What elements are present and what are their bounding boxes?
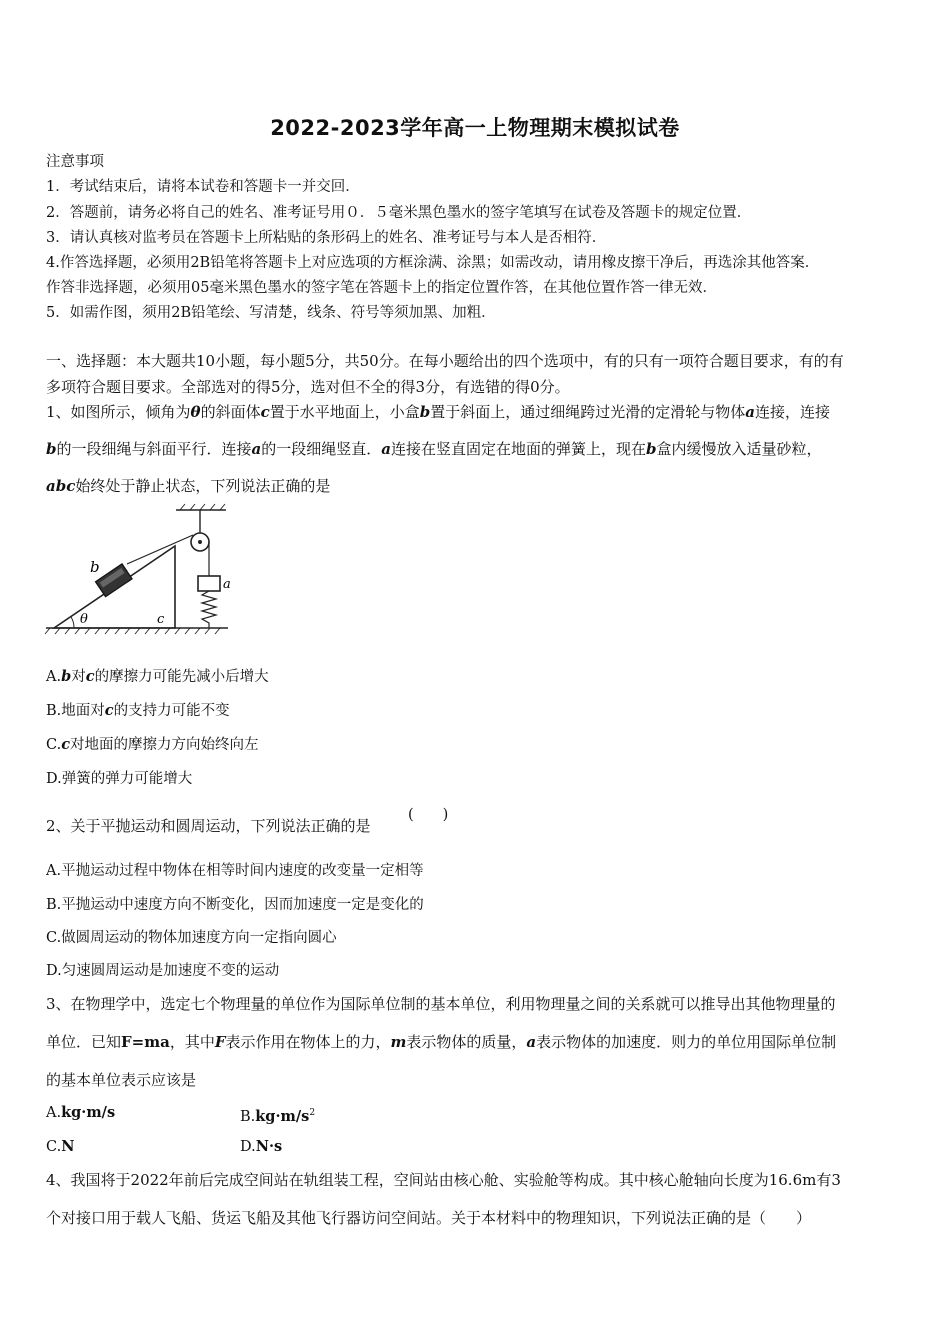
q4-stem-line-2: 个对接口用于载人飞船、货运飞船及其他飞行器访问空间站。关于本材料中的物理知识，下列说法正确的是（ ） xyxy=(46,1209,812,1227)
q1-option-d[interactable] xyxy=(46,769,192,789)
text: 的一段细绳竖直． xyxy=(261,440,382,458)
q2-answer-paren: ( ) xyxy=(408,807,449,823)
option-value: N xyxy=(61,1138,75,1155)
exam-title: 2022-2023学年高一上物理期末模拟试卷 xyxy=(270,116,680,140)
q2-option-c[interactable]: C.做圆周运动的物体加速度方向一定指向圆心 xyxy=(46,930,337,946)
text: 对地面的摩擦力方向始终向左 xyxy=(70,737,259,753)
q2-stem: 2、关于平抛运动和圆周运动，下列说法正确的是 xyxy=(46,817,371,835)
q3-stem-line-2 xyxy=(46,1032,836,1052)
superscript: 2 xyxy=(309,1108,316,1118)
symbol-c: c xyxy=(104,702,114,719)
option-key: A. xyxy=(46,1105,62,1121)
text: 表示物体的质量， xyxy=(406,1033,527,1051)
text: 的支持力可能不变 xyxy=(113,703,230,719)
notice-heading: 注意事项 xyxy=(46,154,104,170)
symbol-c: c xyxy=(85,668,95,685)
symbol-theta: θ xyxy=(190,403,201,421)
q1-option-b[interactable] xyxy=(46,701,230,721)
q3-option-c[interactable] xyxy=(46,1137,74,1157)
symbol-F: F xyxy=(214,1033,226,1051)
text: 置于水平地面上，小盒 xyxy=(269,403,420,421)
q1-stem-line-2 xyxy=(46,439,822,459)
text: 连接，连接 xyxy=(754,403,830,421)
text: 地面对 xyxy=(61,703,105,719)
q3-option-a[interactable] xyxy=(46,1103,115,1123)
pulley-axle xyxy=(198,540,202,544)
text: 表示作用在物体上的力， xyxy=(225,1033,391,1051)
q2-option-d[interactable]: D.匀速圆周运动是加速度不变的运动 xyxy=(46,963,280,979)
box-b xyxy=(95,564,132,597)
symbol-a: a xyxy=(526,1033,537,1051)
option-key: B. xyxy=(240,1108,256,1125)
q3-stem-line-1: 3、在物理学中，选定七个物理量的单位作为国际单位制的基本单位，利用物理量之间的关系就可以推导出其他物理量的 xyxy=(46,995,836,1013)
text: 的斜面体 xyxy=(200,403,261,421)
q3-option-b[interactable] xyxy=(240,1103,315,1127)
symbol-m: m xyxy=(390,1033,407,1051)
ceiling-hatch xyxy=(180,504,225,510)
ground-hatch xyxy=(45,628,220,634)
q1-option-c[interactable] xyxy=(46,735,259,755)
symbol-b: b xyxy=(61,668,72,685)
section-heading-line-2: 多项符合题目要求。全部选对的得5分，选对但不全的得3分，有选错的得0分。 xyxy=(46,378,570,396)
symbol-b: b xyxy=(646,440,657,458)
symbol-c: c xyxy=(260,403,270,421)
option-key: C. xyxy=(46,1139,62,1155)
text: 盒内缓慢放入适量砂粒， xyxy=(656,440,822,458)
q4-stem-line-1: 4、我国将于2022年前后完成空间站在轨组装工程，空间站由核心舱、实验舱等构成。其中核心舱轴向长度为16.6m有3 xyxy=(46,1171,841,1189)
notice-item-3: 3．请认真核对监考员在答题卡上所粘贴的条形码上的姓名、准考证号与本人是否相符． xyxy=(46,230,607,246)
label-theta: θ xyxy=(80,612,88,627)
notice-item-4: 4.作答选择题，必须用2B铅笔将答题卡上对应选项的方框涂满、涂黑；如需改动，请用橡皮擦干净后，再选涂其他答案． xyxy=(46,255,820,271)
option-key: A. xyxy=(46,669,62,685)
notice-item-6: 5．如需作图，须用2B铅笔绘、写清楚，线条、符号等须加黑、加粗． xyxy=(46,305,496,321)
text: 单位．已知 xyxy=(46,1033,122,1051)
q1-option-a[interactable] xyxy=(46,667,269,687)
symbol-c: c xyxy=(61,736,71,753)
text: 表示物体的加速度．则力的单位用国际单位制 xyxy=(536,1033,837,1051)
rope-incline xyxy=(127,535,193,564)
text: 对 xyxy=(71,669,86,685)
text: 的一段细绳与斜面平行．连接 xyxy=(56,440,252,458)
symbol-b: b xyxy=(419,403,431,421)
q3-stem-line-3: 的基本单位表示应该是 xyxy=(46,1071,197,1089)
text: 的摩擦力可能先减小后增大 xyxy=(94,669,269,685)
symbol-abc: abc xyxy=(46,477,76,495)
q2-option-a[interactable]: A.平抛运动过程中物体在相等时间内速度的改变量一定相等 xyxy=(46,863,424,879)
incline-pulley-diagram xyxy=(40,502,240,640)
text: 始终处于静止状态，下列说法正确的是 xyxy=(75,477,331,495)
label-c: c xyxy=(157,612,165,627)
notice-item-1: 1．考试结束后，请将本试卷和答题卡一并交回． xyxy=(46,179,360,195)
notice-item-5: 作答非选择题，必须用05毫米黑色墨水的签字笔在答题卡上的指定位置作答，在其他位置作答一律无效． xyxy=(46,280,717,296)
q3-option-d[interactable] xyxy=(240,1137,282,1157)
spring xyxy=(202,591,216,628)
option-key: D. xyxy=(240,1139,256,1155)
label-b: b xyxy=(90,558,100,576)
option-value: kg·m/s xyxy=(255,1107,310,1125)
section-heading-line-1: 一、选择题：本大题共10小题，每小题5分，共50分。在每小题给出的四个选项中，有的只有一项符合题目要求，有的有 xyxy=(46,352,844,370)
text: ，其中 xyxy=(169,1033,215,1051)
text: 1、如图所示，倾角为 xyxy=(46,403,191,421)
text: 弹簧的弹力可能增大 xyxy=(61,771,193,787)
symbol-b: b xyxy=(46,440,57,458)
symbol-a: a xyxy=(251,440,262,458)
text: 置于斜面上，通过细绳跨过光滑的定滑轮与物体 xyxy=(430,403,746,421)
q1-stem-line-1 xyxy=(46,402,830,422)
symbol-a: a xyxy=(381,440,391,458)
block-a xyxy=(198,576,220,591)
option-value: kg·m/s xyxy=(61,1104,116,1121)
label-a: a xyxy=(223,577,231,592)
text: 连接在竖直固定在地面的弹簧上，现在 xyxy=(391,440,647,458)
angle-arc xyxy=(71,617,74,628)
notice-item-2: 2．答题前，请务必将自己的姓名、准考证号用０．５毫米黑色墨水的签字笔填写在试卷及答题卡的规定位置． xyxy=(46,205,752,221)
option-value: N·s xyxy=(255,1138,283,1155)
option-key: B. xyxy=(46,703,62,719)
symbol-a: a xyxy=(745,403,755,421)
formula: F=ma xyxy=(121,1033,170,1051)
option-key: C. xyxy=(46,737,62,753)
option-key: D. xyxy=(46,771,62,787)
q2-option-b[interactable]: B.平抛运动中速度方向不断变化，因而加速度一定是变化的 xyxy=(46,897,424,913)
q1-stem-line-3 xyxy=(46,476,330,496)
